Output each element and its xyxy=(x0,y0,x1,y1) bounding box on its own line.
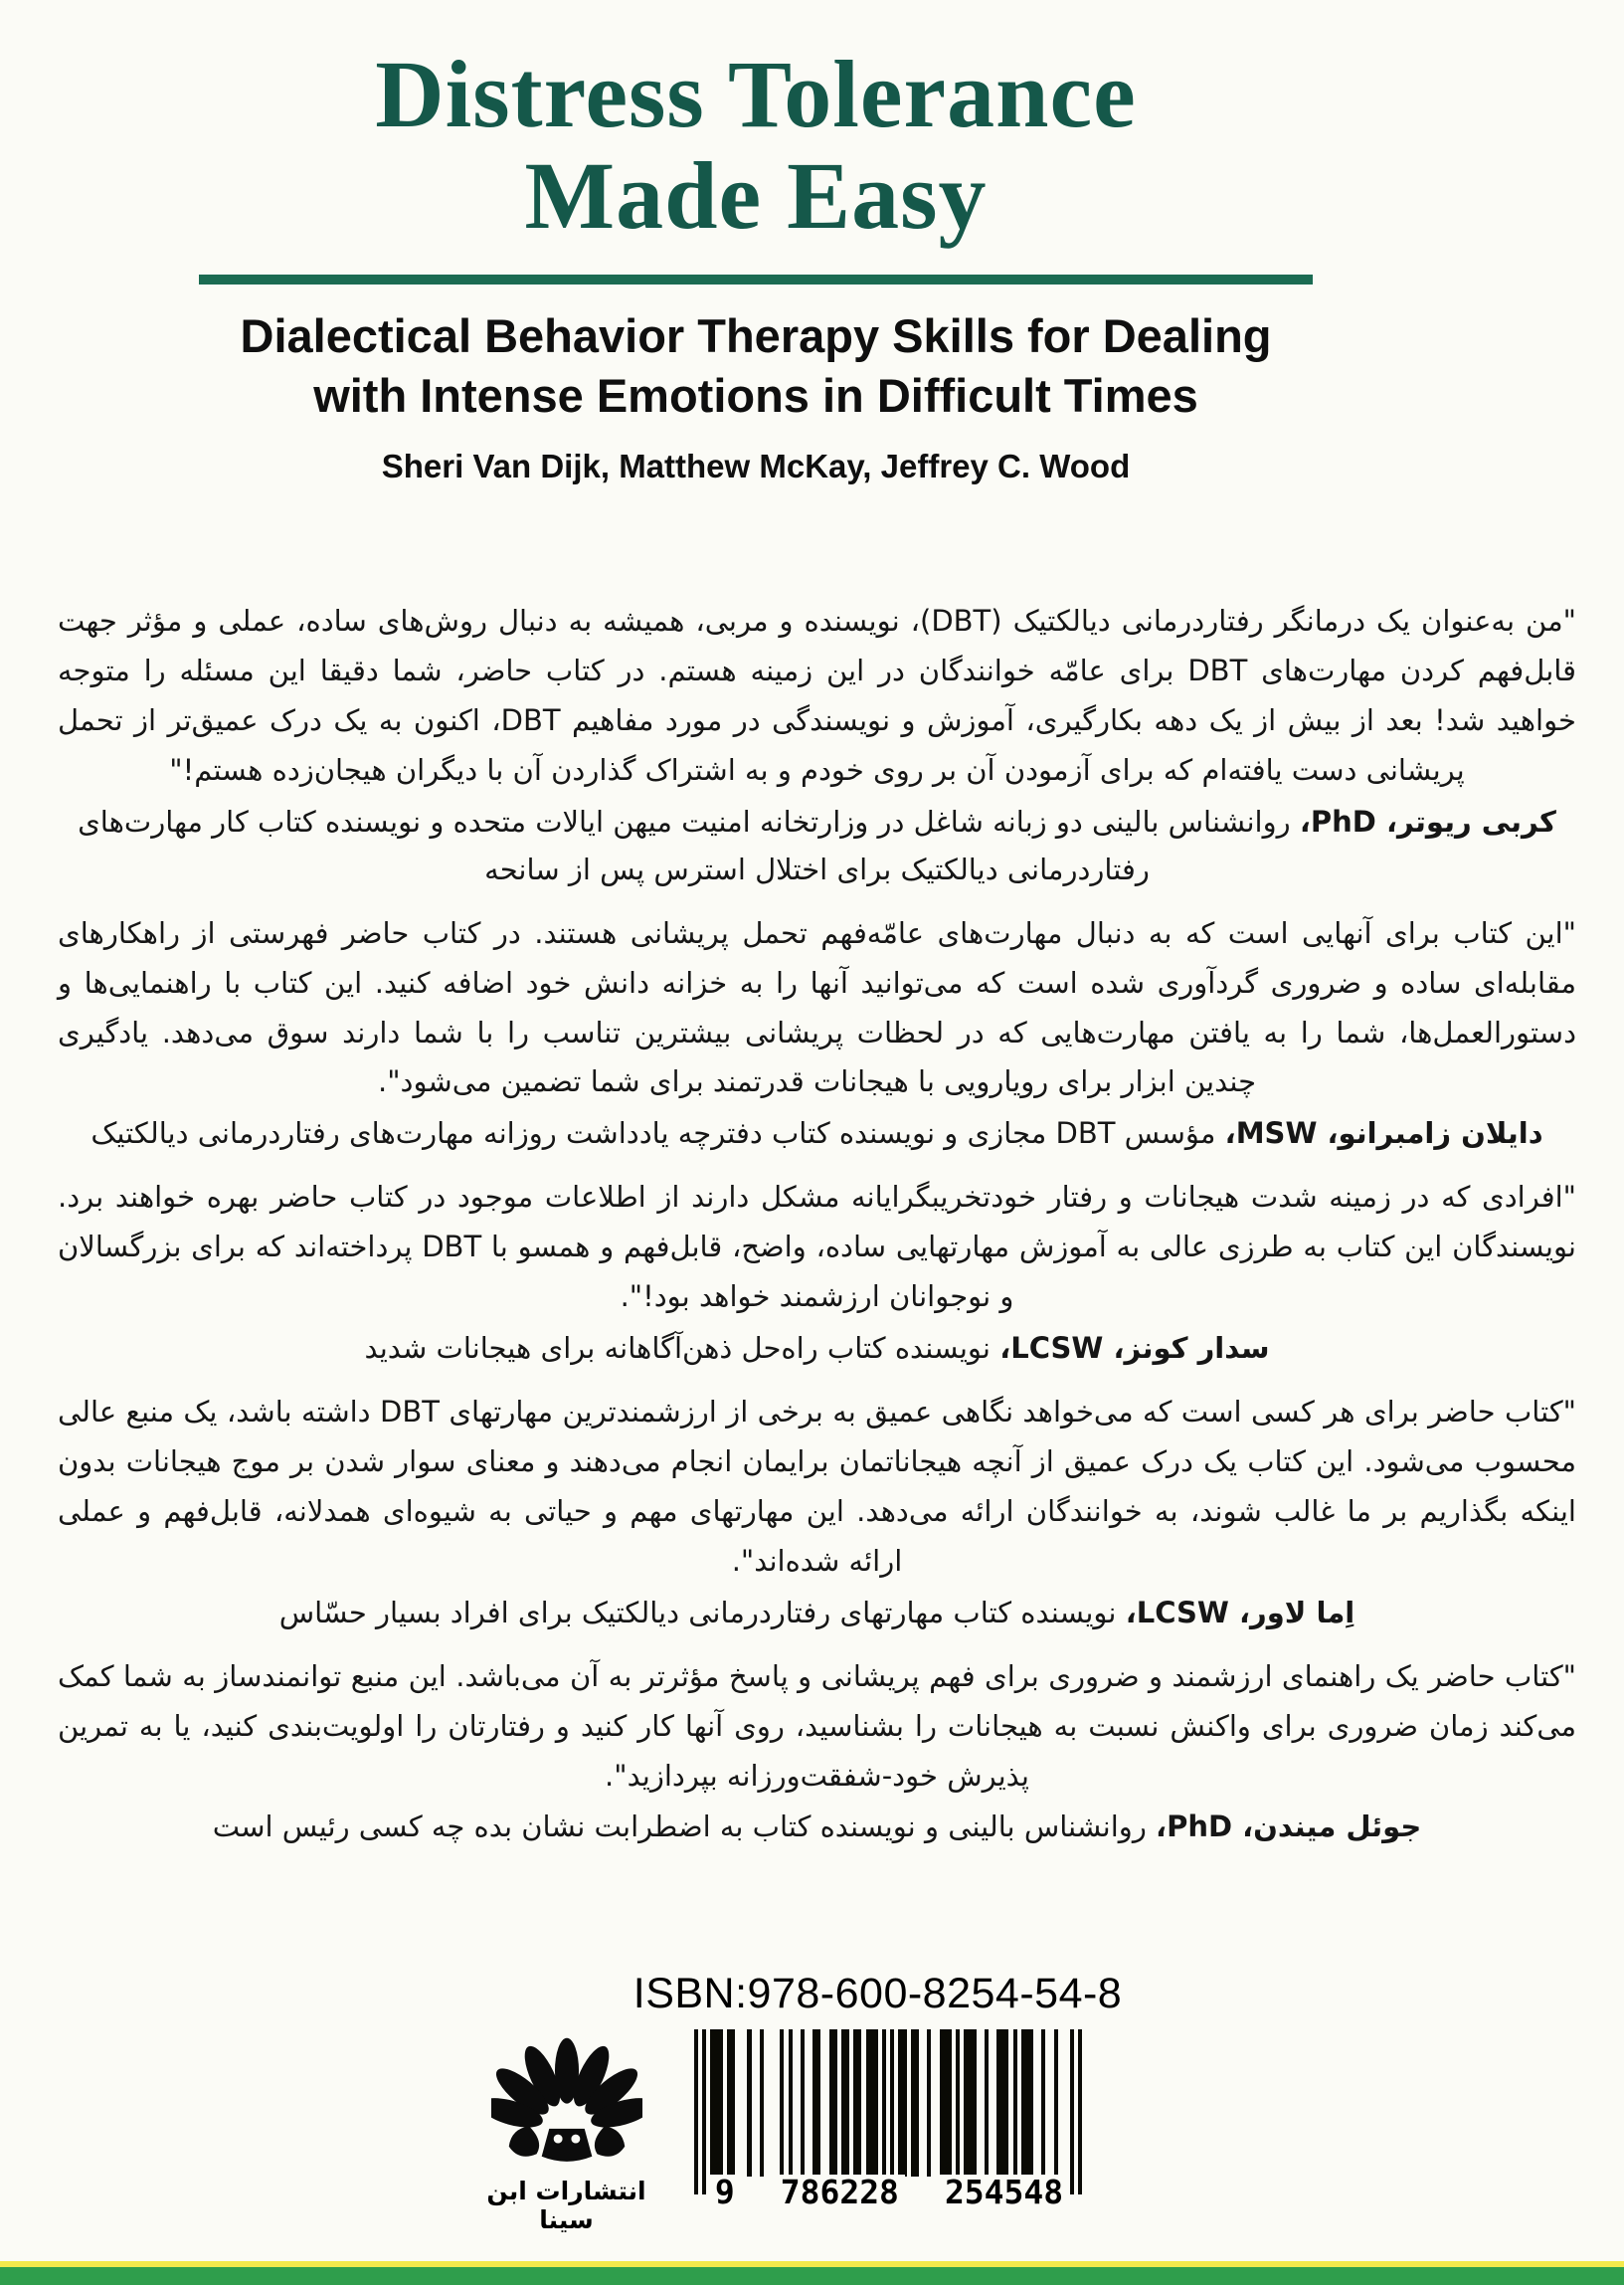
book-title-line1: Distress Tolerance xyxy=(375,41,1137,147)
reviewer-credentials: نویسنده کتاب مهارتهای رفتاردرمانی دیالکتیک برای افراد بسیار حسّاس xyxy=(278,1595,1126,1629)
book-title xyxy=(0,41,1512,249)
reviewer-name: سدار کونز، LCSW، xyxy=(999,1331,1270,1365)
barcode-digit-group1: 786228 xyxy=(775,2175,905,2210)
review-attribution xyxy=(58,1803,1576,1850)
review-quote: "افرادی که در زمینه شدت هیجانات و رفتار خودتخریبگرایانه مشکل دارند از اطلاعات موجود در کتاب حاضر بهره خواهند برد. نویسندگان این کتاب به طرزی عالی به آموزش مهارتهایی ساده، واضح، قابل‌فهم و همسو با DBT پرداخته‌اند که برای بزرگسالان و نوجوانان ارزشمند خواهد بود!". xyxy=(58,1180,1577,1314)
barcode-digits xyxy=(694,2175,1084,2210)
review-item xyxy=(58,1388,1576,1636)
reviewer-credentials: روانشناس بالینی دو زبانه شاغل در وزارتخانه امنیت میهن ایالات متحده و نویسنده کتاب کار مهارت‌های رفتاردرمانی دیالکتیک برای اختلال استرس پس از سانحه xyxy=(78,804,1300,886)
reviewer-credentials: مؤسس DBT مجازی و نویسنده کتاب دفترچه یادداشت روزانه مهارت‌های رفتاردرمانی دیالکتیک xyxy=(90,1116,1225,1151)
review-item xyxy=(58,1652,1576,1851)
review-item xyxy=(58,597,1576,893)
bottom-band-green-stripe xyxy=(0,2267,1624,2285)
review-quote: "کتاب حاضر برای هر کسی است که می‌خواهد نگاهی عمیق به برخی از ارزشمندترین مهارتهای DBT داشته باشد، یک منبع عالی محسوب می‌شود. این کتاب یک درک عمیق از آنچه هیجاناتمان برایمان انجام می‌دهند و معنای سوار شدن بر موج هیجانات بدون اینکه بگذاریم بر ما غالب شوند، به خوانندگان ارائه می‌دهد. این مهارتهای مهم و حیاتی به شیوه‌ای همدلانه، قابل‌فهم و عملی ارائه شده‌اند". xyxy=(58,1395,1576,1578)
book-subtitle-line1: Dialectical Behavior Therapy Skills for Dealing xyxy=(240,308,1272,362)
publisher-name: انتشارات ابن سینا xyxy=(486,2177,646,2234)
review-attribution xyxy=(58,1109,1576,1157)
barcode-digit-lead: 9 xyxy=(709,2175,741,2210)
review-quote: "من به‌عنوان یک درمانگر رفتاردرمانی دیالکتیک (DBT)، نویسنده و مربی، همیشه به دنبال روش‌های ساده، عملی و مؤثر جهت قابل‌فهم کردن مهارت‌های DBT برای عامّه خوانندگان در این زمینه هستم. در کتاب حاضر، شما دقیقا این مسئله را متوجه خواهید شد! بعد از بیش از یک دهه بکارگیری، آموزش و نویسندگی در مورد مفاهیم DBT، اکنون به یک درک عمیق‌تر از تحمل پریشانی دست یافته‌ام که برای آزمودن آن بر روی خودم و به اشتراک گذاردن آن با دیگران هیجان‌زده هستم!" xyxy=(58,604,1576,787)
book-subtitle xyxy=(0,306,1512,426)
reviewer-name: دایلان زامبرانو، MSW، xyxy=(1224,1116,1543,1151)
reviewer-credentials: نویسنده کتاب راه‌حل ذهن‌آگاهانه برای هیجانات شدید xyxy=(364,1331,1000,1365)
isbn-barcode xyxy=(694,2029,1084,2210)
review-quote: "این کتاب برای آنهایی است که به دنبال مهارت‌های عامّه‌فهم تحمل پریشانی هستند. در کتاب حاضر فهرستی از راهکارهای مقابله‌ای ساده و ضروری گردآوری شده است که می‌توانید آنها را به خزانه دانش خود اضافه کنید. این کتاب با راهنمایی‌ها و دستورالعمل‌ها، شما را به یافتن مهارت‌هایی که در لحظات پریشانی بیشترین تناسب را با شما دارند سوق می‌دهد. یادگیری چندین ابزار برای رویارویی با هیجانات قدرتمند برای شما تضمین می‌شود". xyxy=(58,915,1576,1099)
bottom-color-band xyxy=(0,2261,1624,2285)
barcode-digit-group2: 254548 xyxy=(939,2175,1069,2210)
reviewer-credentials: روانشناس بالینی و نویسنده کتاب به اضطرابت نشان بده چه کسی رئیس است xyxy=(212,1809,1157,1844)
publisher-logo-icon xyxy=(491,2017,642,2175)
cover-header xyxy=(0,0,1512,485)
review-item xyxy=(58,909,1576,1158)
reviewer-name: جوئل میندن، PhD، xyxy=(1156,1809,1422,1844)
book-subtitle-line2: with Intense Emotions in Difficult Times xyxy=(313,368,1198,422)
isbn-text: ISBN:978-600-8254-54-8 xyxy=(632,1970,1123,2017)
review-quote: "کتاب حاضر یک راهنمای ارزشمند و ضروری برای فهم پریشانی و پاسخ مؤثرتر به آن می‌باشد. این منبع توانمندساز به شما کمک می‌کند زمان ضروری برای واکنش نسبت به هیجانات را بشناسید، روی آنها کار کنید و رفتارتان را اولویت‌بندی کنید، یا به تمرین پذیرش خود-شفقت‌ورزانه بپردازید". xyxy=(58,1658,1576,1793)
review-attribution xyxy=(58,798,1576,893)
review-attribution xyxy=(58,1589,1576,1636)
authors-line: Sheri Van Dijk, Matthew McKay, Jeffrey C. Wood xyxy=(381,447,1131,484)
reviewer-name: اِما لاور، LCSW، xyxy=(1125,1595,1355,1629)
reviewer-name: کربی ریوتر، PhD، xyxy=(1299,804,1556,839)
review-attribution xyxy=(58,1324,1576,1372)
reviews-section xyxy=(58,597,1576,1867)
book-title-line2: Made Easy xyxy=(524,141,988,249)
barcode-bars xyxy=(694,2029,1084,2196)
title-divider xyxy=(199,275,1313,285)
review-item xyxy=(58,1173,1576,1372)
publisher-block xyxy=(459,2017,673,2234)
